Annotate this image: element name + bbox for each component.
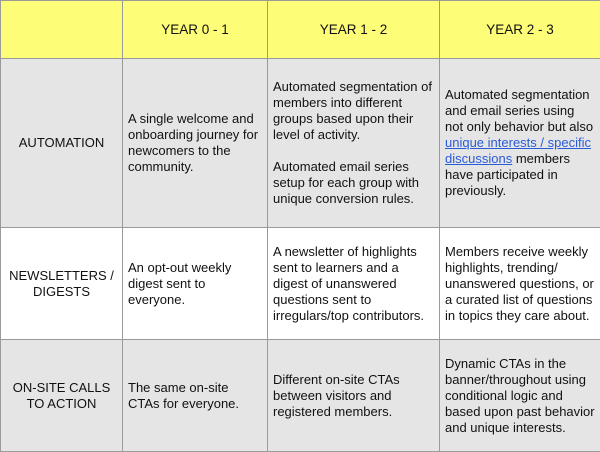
header-year-0-1: YEAR 0 - 1 bbox=[123, 1, 268, 59]
table-row-ctas bbox=[1, 340, 600, 452]
table-row-newsletters bbox=[1, 228, 600, 340]
row-label-newsletters: NEWSLETTERS / DIGESTS bbox=[1, 228, 123, 340]
cell-ctas-year-0-1: The same on-site CTAs for everyone. bbox=[123, 340, 268, 452]
cell-newsletters-year-2-3: Members receive weekly highlights, trending/ unanswered questions, or a curated list of questions in topics they care about. bbox=[440, 228, 600, 340]
cell-automation-year-1-2 bbox=[268, 59, 440, 228]
cell-automation-year-2-3-text-before: Automated segmentation and email series using not only behavior but also bbox=[445, 87, 593, 134]
header-year-2-3: YEAR 2 - 3 bbox=[440, 1, 600, 59]
cell-ctas-year-1-2: Different on-site CTAs between visitors and registered members. bbox=[268, 340, 440, 452]
header-year-1-2: YEAR 1 - 2 bbox=[268, 1, 440, 59]
row-label-automation: AUTOMATION bbox=[1, 59, 123, 228]
cell-newsletters-year-0-1: An opt-out weekly digest sent to everyone. bbox=[123, 228, 268, 340]
header-row bbox=[1, 1, 600, 59]
cell-automation-year-1-2-para-1: Automated segmentation of members into different groups based upon their level of activity. bbox=[273, 79, 432, 142]
cell-automation-year-0-1: A single welcome and onboarding journey for newcomers to the community. bbox=[123, 59, 268, 228]
cell-newsletters-year-1-2: A newsletter of highlights sent to learners and a digest of unanswered questions sent to irregulars/top contributors. bbox=[268, 228, 440, 340]
unique-interests-link[interactable]: unique interests / specific discussions bbox=[445, 135, 591, 166]
cell-automation-year-2-3-text-after: members have participated in previously. bbox=[445, 151, 570, 198]
cell-automation-year-1-2-para-2: Automated email series setup for each group with unique conversion rules. bbox=[273, 159, 419, 206]
table-row-automation bbox=[1, 59, 600, 228]
cell-ctas-year-2-3: Dynamic CTAs in the banner/throughout using conditional logic and based upon past behavior and unique interests. bbox=[440, 340, 600, 452]
row-label-ctas: ON-SITE CALLS TO ACTION bbox=[1, 340, 123, 452]
header-corner-cell bbox=[1, 1, 123, 59]
cell-automation-year-2-3 bbox=[440, 59, 600, 228]
